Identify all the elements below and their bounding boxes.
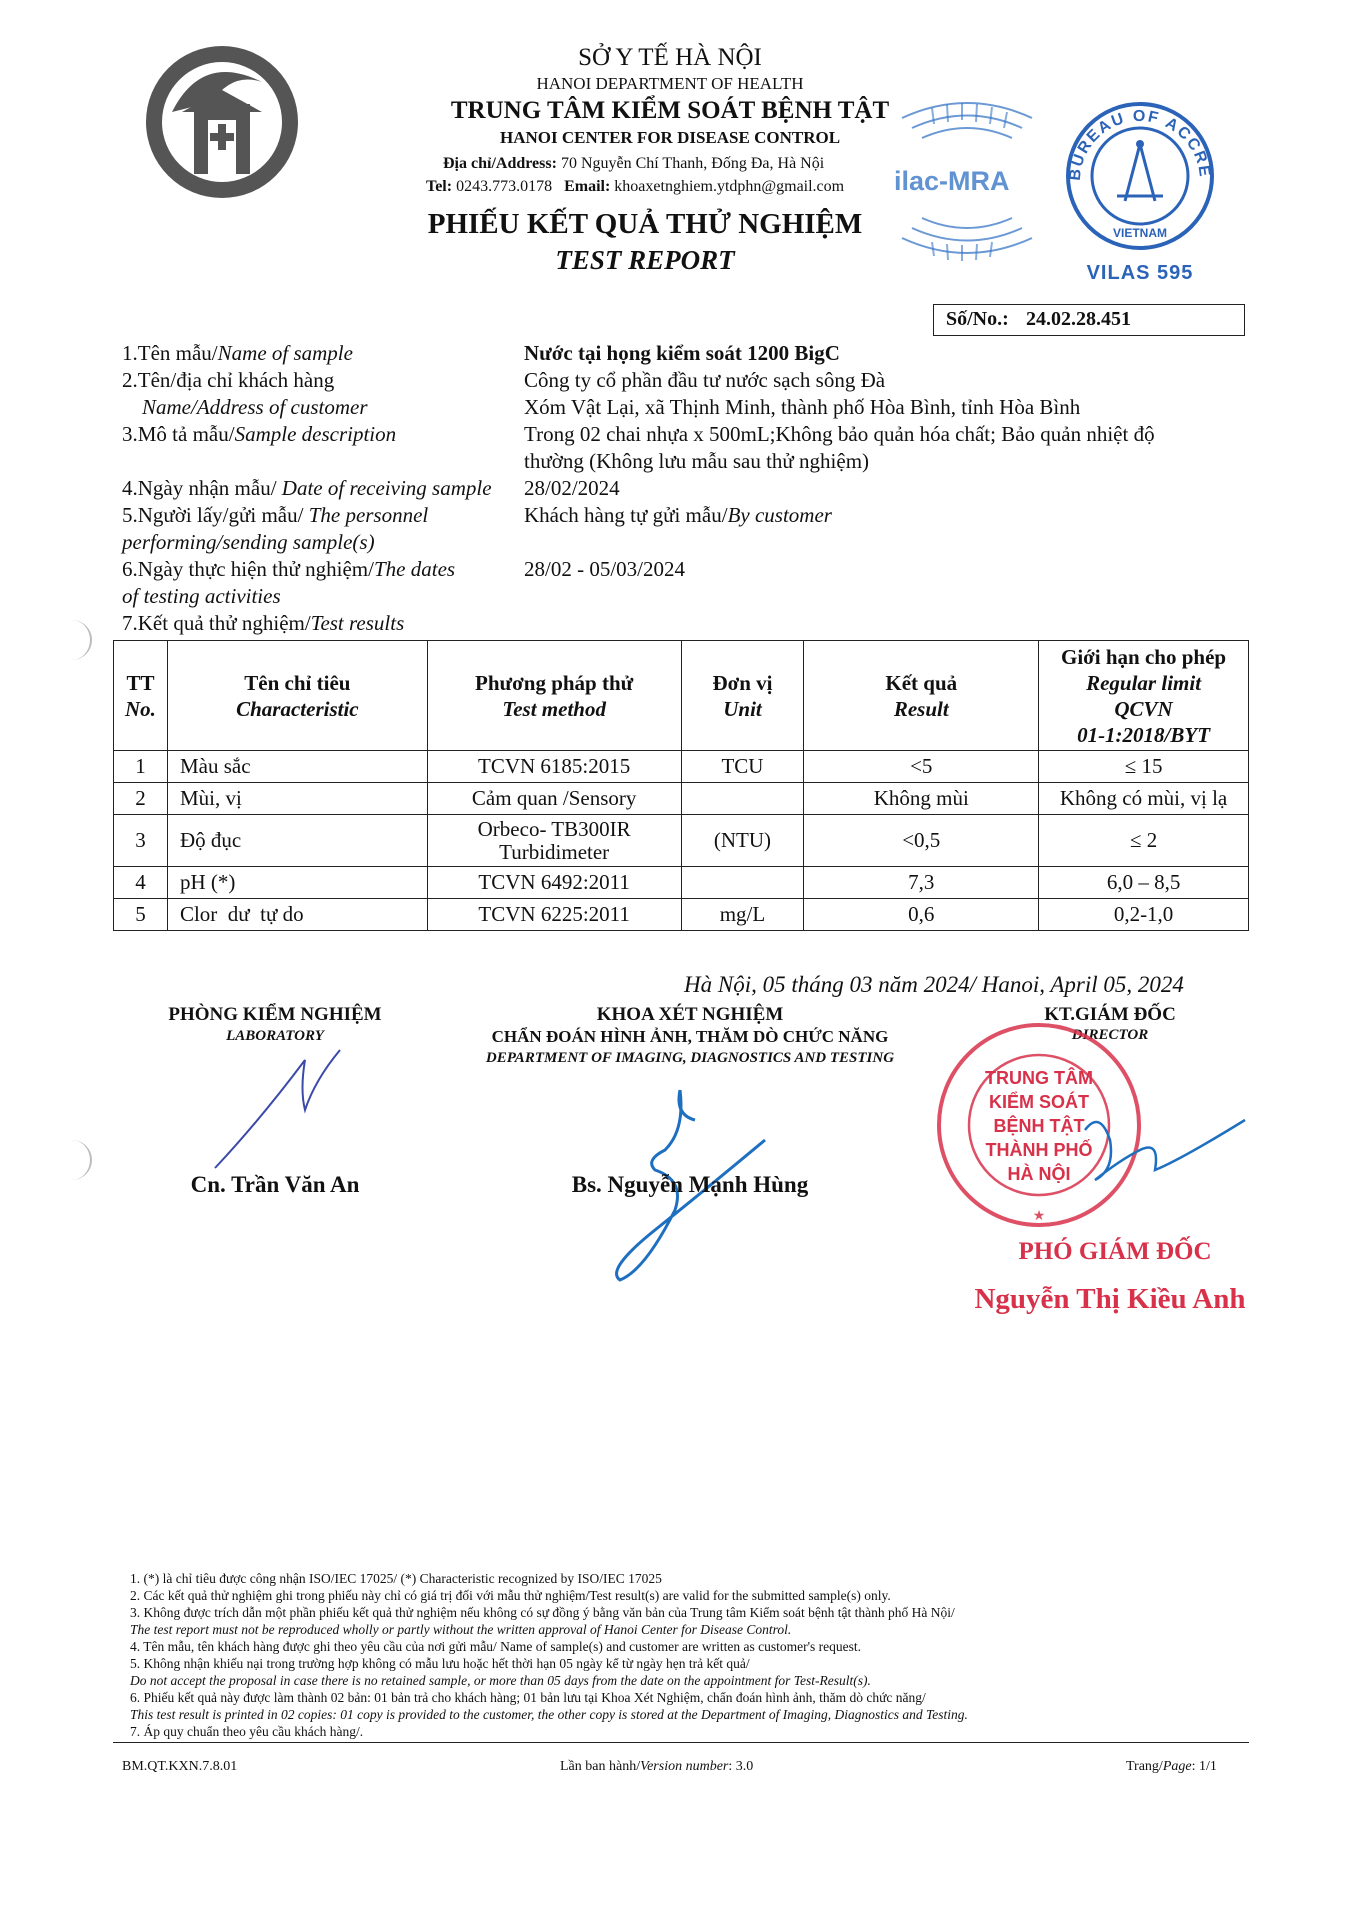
note-line: Do not accept the proposal in case there is no retained sample, or more than 05 days from the date on the appointment for Test-Result(s). — [130, 1673, 871, 1688]
table-row — [114, 867, 1249, 899]
cell-unit — [681, 867, 804, 899]
lab-title-en: LABORATORY — [226, 1028, 324, 1044]
note-line: 6. Phiếu kết quả này được làm thành 02 bản: 01 bản trả cho khách hàng; 01 bản lưu tại Khoa Xét Nghiệm, chẩn đoán hình ảnh, thăm dò chức năng/ — [130, 1690, 926, 1705]
cell-result: 0,6 — [804, 899, 1039, 931]
contact-line — [426, 178, 844, 196]
info-sample-name-label: 1.Tên mẫu/Name of sample — [122, 341, 353, 365]
info-sample-name: Nước tại họng kiểm soát 1200 BigC — [524, 341, 840, 365]
table-row — [114, 899, 1249, 931]
ilac-text: ilac-MRA — [894, 166, 1010, 196]
address-value: 70 Nguyễn Chí Thanh, Đống Đa, Hà Nội — [560, 155, 825, 172]
accreditation-seal — [1055, 96, 1225, 284]
report-number-box — [933, 304, 1245, 336]
cell-unit — [681, 783, 804, 815]
note-line: 3. Không được trích dẫn một phần phiếu kết quả thử nghiệm nếu không có sự đồng ý bằng văn bản của Trung tâm Kiểm soát bệnh tật thành phố Hà Nội/ — [130, 1605, 955, 1620]
report-title-en: TEST REPORT — [555, 245, 735, 275]
cell-characteristic: Màu sắc — [167, 751, 427, 783]
notes-divider — [113, 1742, 1249, 1743]
director-signature — [1080, 1100, 1250, 1190]
info-customer-address: Xóm Vật Lại, xã Thịnh Minh, thành phố Hòa Bình, tỉnh Hòa Bình — [524, 395, 1081, 419]
director-title: KT.GIÁM ĐỐC — [1044, 1004, 1176, 1025]
cell-no: 4 — [114, 867, 168, 899]
cell-method: Orbeco- TB300IR Turbidimeter — [427, 815, 681, 867]
cell-limit: ≤ 2 — [1039, 815, 1249, 867]
table-row — [114, 751, 1249, 783]
info-description-2: thường (Không lưu mẫu sau thử nghiệm) — [524, 449, 870, 473]
cell-no: 3 — [114, 815, 168, 867]
cell-unit: TCU — [681, 751, 804, 783]
report-number: 24.02.28.451 — [1026, 308, 1131, 330]
form-code: BM.QT.KXN.7.8.01 — [122, 1759, 238, 1774]
header-unit: Đơn vị Unit — [681, 641, 804, 751]
dept-en: HANOI DEPARTMENT OF HEALTH — [536, 74, 804, 93]
header-result: Kết quả Result — [804, 641, 1039, 751]
note-line: 5. Không nhận khiếu nại trong trường hợp không có mẫu lưu hoặc hết thời hạn 05 ngày kể từ ngày hẹn trả kết quả/ — [130, 1656, 750, 1671]
header-characteristic: Tên chỉ tiêu Characteristic — [167, 641, 427, 751]
stamp-line-5: HÀ NỘI — [1007, 1164, 1071, 1184]
cell-result: Không mùi — [804, 783, 1039, 815]
director-signer: Nguyễn Thị Kiều Anh — [974, 1283, 1246, 1315]
note-line: 2. Các kết quả thử nghiệm ghi trong phiếu này chỉ có giá trị đối với mẫu thử nghiệm/Test result(s) are valid for the submitted sample(s) only. — [130, 1588, 891, 1603]
note-line: 7. Áp quy chuẩn theo yêu cầu khách hàng/. — [130, 1724, 364, 1739]
table-header-row — [114, 641, 1249, 751]
ilac-mra-mark — [892, 98, 1042, 266]
cell-limit: 6,0 – 8,5 — [1039, 867, 1249, 899]
stamp-line-1: TRUNG TÂM — [985, 1068, 1093, 1088]
cell-characteristic: pH (*) — [167, 867, 427, 899]
director-position: PHÓ GIÁM ĐỐC — [1018, 1238, 1212, 1265]
accreditation-country: VIETNAM — [1113, 226, 1167, 240]
dept-title-vn1: KHOA XÉT NGHIỆM — [596, 1004, 784, 1025]
cell-result: <5 — [804, 751, 1039, 783]
page-number: Trang/Page: 1/1 — [1126, 1759, 1217, 1774]
version-number: Lần ban hành/Version number: 3.0 — [560, 1759, 754, 1774]
cell-method: TCVN 6225:2011 — [427, 899, 681, 931]
info-sender-label: 5.Người lấy/gửi mẫu/ The personnel — [122, 503, 429, 527]
cell-unit: (NTU) — [681, 815, 804, 867]
lab-signer: Cn. Trần Văn An — [190, 1172, 360, 1197]
cell-characteristic: Mùi, vị — [167, 783, 427, 815]
punch-mark-bottom — [60, 1140, 92, 1180]
cell-limit: ≤ 15 — [1039, 751, 1249, 783]
info-sender-label-2: performing/sending sample(s) — [122, 530, 375, 554]
info-description-1: Trong 02 chai nhựa x 500mL;Không bảo quản hóa chất; Bảo quản nhiệt độ — [524, 422, 1155, 446]
info-results-label: 7.Kết quả thử nghiệm/Test results — [122, 611, 405, 635]
lab-title-vn: PHÒNG KIỂM NGHIỆM — [168, 1004, 382, 1025]
cell-no: 5 — [114, 899, 168, 931]
info-customer-label-en: Name/Address of customer — [142, 395, 368, 419]
info-customer-label-vn: 2.Tên/địa chỉ khách hàng — [122, 368, 335, 392]
tel-value: 0243.773.0178 — [456, 178, 553, 195]
note-line: 1. (*) là chỉ tiêu được công nhận ISO/IEC 17025/ (*) Characteristic recognized by ISO/IEC 17025 — [130, 1571, 662, 1586]
cell-limit: 0,2-1,0 — [1039, 899, 1249, 931]
stamp-line-3: BỆNH TẬT — [993, 1116, 1085, 1136]
address-line — [443, 155, 824, 173]
lab-signature — [200, 1040, 360, 1180]
header-no: TT No. — [114, 641, 168, 751]
dept-title-vn2: CHẨN ĐOÁN HÌNH ẢNH, THĂM DÒ CHỨC NĂNG — [491, 1027, 889, 1046]
stamp-line-4: THÀNH PHỐ — [985, 1140, 1093, 1160]
center-en: HANOI CENTER FOR DISEASE CONTROL — [499, 128, 841, 147]
vilas-number: VILAS 595 — [1086, 262, 1194, 284]
info-description-label: 3.Mô tả mẫu/Sample description — [122, 422, 397, 446]
results-table — [113, 640, 1249, 931]
note-line: The test report must not be reproduced wholly or partly without the written approval of Hanoi Center for Disease Control. — [130, 1622, 792, 1637]
table-row — [114, 783, 1249, 815]
stamp-line-2: KIỂM SOÁT — [988, 1092, 1089, 1112]
punch-mark-top — [60, 620, 92, 660]
address-label: Địa chỉ/Address: — [443, 155, 557, 172]
cell-characteristic: Độ đục — [167, 815, 427, 867]
cell-result: <0,5 — [804, 815, 1039, 867]
info-customer-name: Công ty cổ phần đầu tư nước sạch sông Đà — [524, 368, 886, 392]
notes-section — [130, 1570, 1230, 1740]
dept-title-en: DEPARTMENT OF IMAGING, DIAGNOSTICS AND TESTING — [485, 1050, 895, 1066]
svg-text:★: ★ — [1032, 1207, 1046, 1223]
cell-result: 7,3 — [804, 867, 1039, 899]
email-label: Email: — [564, 178, 611, 195]
cell-method: Cảm quan /Sensory — [427, 783, 681, 815]
info-testing-dates-label-2: of testing activities — [122, 584, 281, 608]
hanoi-cdc-logo — [142, 42, 302, 202]
cell-limit: Không có mùi, vị lạ — [1039, 783, 1249, 815]
cell-characteristic: Clor dư tự do — [167, 899, 427, 931]
cell-no: 2 — [114, 783, 168, 815]
cell-method: TCVN 6492:2011 — [427, 867, 681, 899]
director-title-en: DIRECTOR — [1071, 1027, 1149, 1043]
dept-signer: Bs. Nguyễn Mạnh Hùng — [571, 1172, 809, 1197]
signing-date: Hà Nội, 05 tháng 03 năm 2024/ Hanoi, April 05, 2024 — [684, 972, 1184, 997]
table-row — [114, 815, 1249, 867]
header-limit: Giới hạn cho phép Regular limit QCVN 01-1:2018/BYT — [1039, 641, 1249, 751]
email-value: khoaxetnghiem.ytdphn@gmail.com — [614, 178, 845, 195]
report-number-label: Số/No.: — [946, 308, 1009, 330]
info-testing-dates: 28/02 - 05/03/2024 — [524, 557, 685, 581]
center-vn: TRUNG TÂM KIỂM SOÁT BỆNH TẬT — [450, 97, 890, 124]
info-sender: Khách hàng tự gửi mẫu/By customer — [524, 503, 832, 527]
tel-label: Tel: — [426, 178, 453, 195]
note-line: 4. Tên mẫu, tên khách hàng được ghi theo yêu cầu của nơi gửi mẫu/ Name of sample(s) and customer are written as customer's request. — [130, 1639, 861, 1654]
accreditation-ring-text: BUREAU OF ACCRE — [1066, 107, 1214, 182]
cell-method: TCVN 6185:2015 — [427, 751, 681, 783]
info-received-date: 28/02/2024 — [524, 476, 620, 500]
cell-unit: mg/L — [681, 899, 804, 931]
info-testing-dates-label: 6.Ngày thực hiện thử nghiệm/The dates — [122, 557, 456, 581]
header-method: Phương pháp thử Test method — [427, 641, 681, 751]
cell-no: 1 — [114, 751, 168, 783]
report-title-vn: PHIẾU KẾT QUẢ THỬ NGHIỆM — [427, 208, 863, 240]
info-received-label: 4.Ngày nhận mẫu/ Date of receiving sample — [122, 476, 492, 500]
dept-vn: SỞ Y TẾ HÀ NỘI — [578, 44, 762, 71]
note-line: This test result is printed in 02 copies: 01 copy is provided to the customer, the other copy is stored at the Department of Imaging, Diagnostics and Testing. — [130, 1707, 968, 1722]
